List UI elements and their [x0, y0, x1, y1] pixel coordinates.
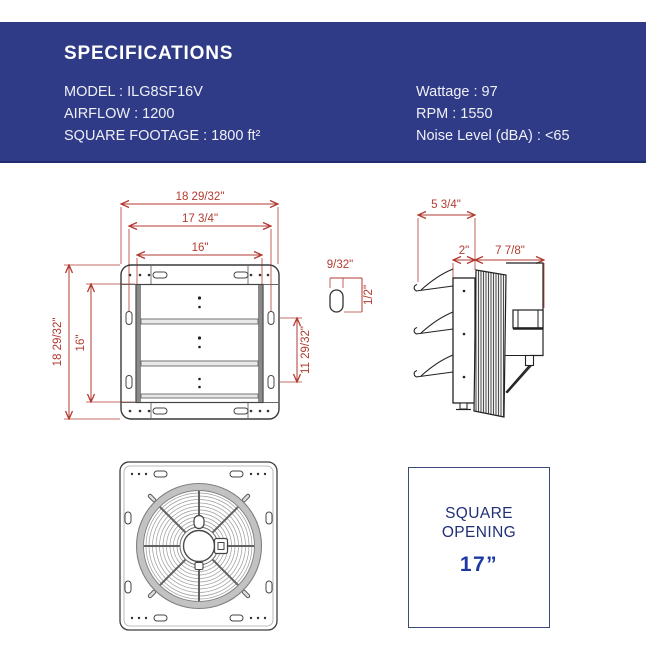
slot-detail-drawing	[310, 250, 390, 350]
fan-guard-grille	[137, 484, 262, 609]
side-fan-guard	[474, 270, 506, 417]
side-view-drawing	[410, 190, 625, 440]
dim-height-inner-label: 16"	[75, 334, 87, 352]
spec-list-left	[64, 81, 260, 147]
side-louver-flaps	[414, 269, 453, 377]
square-opening-box	[408, 467, 550, 628]
dim-body-depth-label: 7 7/8"	[495, 245, 525, 257]
square-opening-value: 17”	[459, 553, 499, 576]
spec-list-right	[416, 81, 570, 147]
side-frame-panel	[453, 278, 475, 410]
mounting-slot-shape	[330, 290, 343, 312]
spec-noise-level: Noise Level (dBA) : <65	[416, 128, 570, 144]
side-dimension-lines	[418, 215, 544, 260]
dim-width-mid-label: 17 3/4"	[181, 213, 219, 225]
hub-top-tab	[194, 516, 204, 529]
support-brace	[506, 366, 530, 393]
spec-rpm: RPM : 1550	[416, 106, 493, 122]
hub-bottom-tab	[195, 563, 203, 570]
front-shutter-louvers	[136, 285, 263, 403]
dim-slot-height-label: 1/2"	[363, 284, 375, 306]
dim-frame-depth-label: 2"	[458, 245, 470, 257]
spec-model: MODEL : ILG8SF16V	[64, 84, 203, 100]
dim-height-right-label: 11 29/32"	[300, 326, 312, 374]
specifications-header	[0, 22, 646, 163]
dim-width-outer-label: 18 29/32"	[175, 191, 225, 203]
square-opening-label-line2: OPENING	[441, 524, 517, 541]
fan-hub	[184, 531, 215, 562]
fan-rear-view-drawing	[105, 450, 295, 645]
side-fan-housing	[505, 263, 543, 393]
dim-width-inner-label: 16"	[191, 242, 209, 254]
spec-airflow: AIRFLOW : 1200	[64, 106, 175, 122]
spec-square-footage: SQUARE FOOTAGE : 1800 ft²	[64, 128, 261, 144]
hub-connector	[215, 539, 228, 554]
square-opening-label-line1: SQUARE	[445, 505, 513, 522]
page-title: SPECIFICATIONS	[64, 43, 234, 64]
dim-depth-overall-label: 5 3/4"	[431, 199, 461, 211]
dim-height-outer-label: 18 29/32"	[52, 317, 64, 367]
support-bracket	[526, 356, 534, 366]
spec-wattage: Wattage : 97	[416, 84, 498, 100]
dim-slot-width-label: 9/32"	[326, 259, 354, 271]
front-view-drawing	[40, 185, 320, 435]
